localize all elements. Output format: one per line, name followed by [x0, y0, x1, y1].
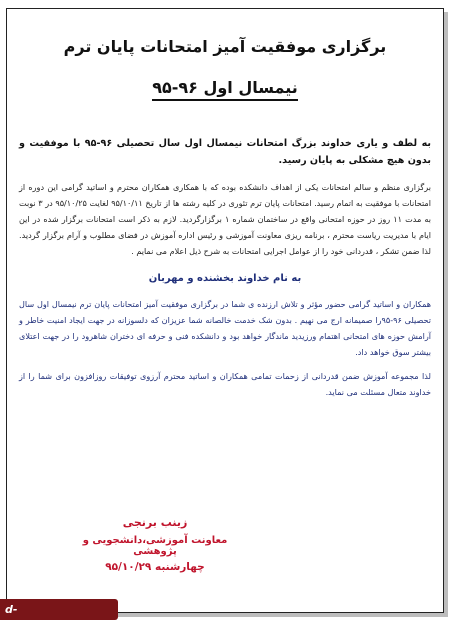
intro-paragraph: به لطف و یاری خداوند بزرگ امتحانات نیمسال اول سال تحصیلی ۹۶-۹۵ با موفقیت و بدون هیچ مشکلی به پایان رسید.: [19, 138, 431, 166]
closing-paragraph: لذا مجموعه آموزش ضمن قدردانی از زحمات تمامی همکاران و اساتید محترم آرزوی توفیقات روزافزون برای شما را از خداوند متعال مسئلت می نماید.: [19, 371, 431, 397]
signature-block: [70, 516, 240, 573]
signer-role: معاونت آموزشی،دانشجویی و پژوهشی: [82, 535, 228, 557]
site-url-badge[interactable]: d-shahrood.tvu.ac.ir: [0, 599, 118, 620]
signer-name: زینب برنجی: [122, 516, 188, 529]
announcement-content: [19, 37, 431, 408]
semester-subtitle: نیمسال اول ۹۶-۹۵: [152, 78, 298, 101]
subtitle-wrapper: [19, 78, 431, 101]
page-title: برگزاری موفقیت آمیز امتحانات پایان ترم: [63, 37, 387, 56]
signature-date: چهارشنبه ۹۵/۱۰/۲۹: [105, 561, 205, 573]
bismillah-heading: به نام خداوند بخشنده و مهربان: [148, 273, 302, 284]
appreciation-paragraph: همکاران و اساتید گرامی حضور مؤثر و تلاش ارزنده ی شما در برگزاری موفقیت آمیز امتحانات پایان ترم نیمسال اول سال تحصیلی ۹۶-۹۵را صمیمانه ارج می نهیم . بدون شک خدمت خالصانه شما عزیزان که دلسوزانه در جهت ایجاد امنیت خاطر و آرامش حوزه های امتحانی اهتمام ورزیدید ماندگار خواهد بود و دانشکده فنی و حرفه ای دختران شاهرود را در جهت اعتلای بیشتر سوق خواهد داد.: [19, 299, 431, 357]
exam-details-paragraph: برگزاری منظم و سالم امتحانات یکی از اهداف دانشکده بوده که با همکاری همکاران محترم و اساتید گرامی این دوره از امتحانات با موفقیت به اتمام رسید. امتحانات پایان ترم تئوری در کلیه رشته ها از تاریخ ۹۵/۱۰/۱۱ لغایت ۹۵/۱۰/۲۵ در ۳ نوبت به مدت ۱۱ روز در حوزه امتحانی واقع در ساختمان شماره ۱ برگزارگردید. لازم به ذکر است امتحانات برگزار شده در این ایام با مدیریت ریاست محترم ، برنامه ریزی معاونت آموزشی و رئیس اداره آموزش در فضای مطلوب و آرام برگزار گردید. لذا ضمن تشکر ، قدردانی خود را از عوامل اجرایی امتحانات به شرح ذیل اعلام می نمایم .: [19, 182, 431, 256]
